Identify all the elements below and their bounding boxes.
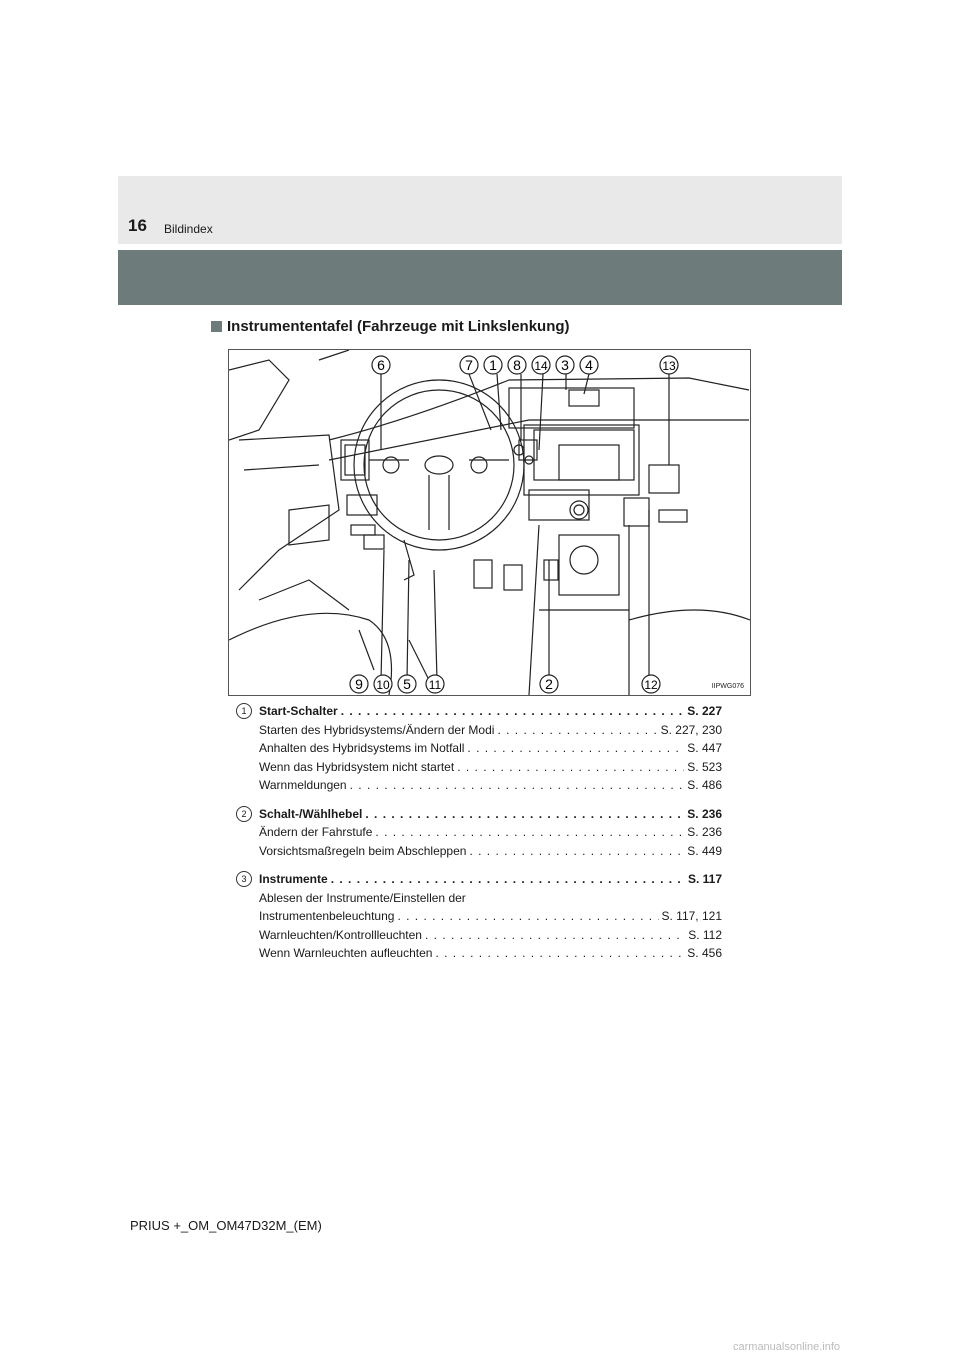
- entry-1-line-2-text: Anhalten des Hybridsystems im Notfall: [259, 741, 465, 755]
- entry-3: [236, 870, 722, 963]
- top-callouts: [372, 356, 678, 374]
- entry-2-line-2-text: Vorsichtsmaßregeln beim Abschleppen: [259, 843, 467, 858]
- entry-1-line-1: [236, 721, 722, 740]
- entry-3-line-2: [236, 926, 722, 945]
- page-number: 16: [128, 216, 147, 235]
- entry-3-line-3-text: Wenn Warnleuchten aufleuchten: [259, 946, 433, 960]
- entry-3-number: 3: [236, 871, 252, 887]
- header-band: [118, 176, 842, 244]
- callout-top-3-label: 3: [561, 357, 569, 373]
- callout-top-7: [460, 356, 478, 374]
- leader-dots: [425, 926, 685, 945]
- callout-top-13: [660, 356, 678, 374]
- callout-bottom-9: [350, 675, 368, 693]
- callout-top-4-label: 4: [585, 357, 593, 373]
- entry-3-line-2-text: Warnleuchten/Kontrollleuchten: [259, 927, 422, 942]
- watermark: carmanualsonline.info: [733, 1341, 841, 1353]
- entry-3-line-1-ref[interactable]: S. 117, 121: [661, 909, 722, 923]
- entry-1: [236, 702, 722, 795]
- entry-3-line-1-text: Instrumentenbeleuchtung: [259, 909, 395, 923]
- callout-top-8: [508, 356, 526, 374]
- square-bullet-icon: [211, 321, 222, 332]
- leader-dots: [341, 702, 685, 721]
- leader-dots: [469, 842, 684, 861]
- footer-manual-code: PRIUS +_OM_OM47D32M_(EM): [130, 1218, 322, 1233]
- entry-2-heading: [236, 805, 722, 824]
- entry-1-heading-text: Start-Schalter: [259, 704, 338, 718]
- dashboard-drawing: [229, 350, 750, 695]
- callout-bottom-11: [426, 675, 444, 693]
- entry-3-line-3: [236, 944, 722, 963]
- callout-top-13-label: 13: [662, 359, 676, 373]
- leader-dots: [497, 721, 657, 740]
- entry-1-line-3-text: Wenn das Hybridsystem nicht startet: [259, 759, 455, 774]
- entry-1-line-4-ref[interactable]: S. 486: [687, 778, 722, 792]
- callout-top-3: [556, 356, 574, 374]
- entry-2-line-2-ref[interactable]: S. 449: [687, 843, 722, 858]
- callout-top-1-label: 1: [489, 357, 497, 373]
- entry-1-line-3: [236, 758, 722, 777]
- callout-bottom-12: [642, 675, 660, 693]
- header-title: Bildindex: [164, 222, 213, 236]
- entry-2: [236, 805, 722, 861]
- callout-bottom-2: [540, 675, 558, 693]
- entry-1-line-2: [236, 739, 722, 758]
- leader-dots: [331, 870, 685, 889]
- entry-1-number: 1: [236, 703, 252, 719]
- leader-dots: [457, 758, 684, 777]
- leader-dots: [397, 907, 658, 926]
- entry-1-line-1-ref[interactable]: S. 227, 230: [660, 722, 722, 737]
- entry-3-pre-line-text: Ablesen der Instrumente/Einstellen der: [259, 890, 466, 905]
- callout-bottom-12-label: 12: [644, 678, 658, 692]
- callout-bottom-5-label: 5: [403, 676, 411, 692]
- callout-top-8-label: 8: [513, 357, 521, 373]
- entry-1-line-1-text: Starten des Hybridsystems/Ändern der Modi: [259, 722, 495, 737]
- entry-3-pre-line: [236, 889, 722, 908]
- callout-top-6: [372, 356, 390, 374]
- dashboard-illustration: [228, 349, 751, 696]
- bottom-callouts: [350, 675, 660, 693]
- callout-bottom-10-label: 10: [376, 678, 390, 692]
- section-title: [211, 318, 570, 335]
- entry-1-heading: [236, 702, 722, 721]
- entry-3-heading-text: Instrumente: [259, 872, 328, 886]
- section-band: [118, 250, 842, 305]
- callout-top-7-label: 7: [465, 357, 473, 373]
- entry-1-heading-ref[interactable]: S. 227: [687, 704, 722, 718]
- entry-2-number: 2: [236, 806, 252, 822]
- leader-dots: [467, 739, 684, 758]
- entry-2-line-1: [236, 823, 722, 842]
- callout-bottom-10: [374, 675, 392, 693]
- entry-3-line-2-ref[interactable]: S. 112: [688, 927, 722, 942]
- figure-code: IIPWG076: [711, 683, 744, 690]
- entry-2-line-2: [236, 842, 722, 861]
- leader-dots: [365, 805, 684, 824]
- callout-top-14: [532, 356, 550, 374]
- callout-top-6-label: 6: [377, 357, 385, 373]
- entry-1-line-3-ref[interactable]: S. 523: [687, 759, 722, 774]
- callout-bottom-5: [398, 675, 416, 693]
- leader-dots: [435, 944, 684, 963]
- entry-2-line-1-text: Ändern der Fahrstufe: [259, 825, 373, 839]
- entry-3-line-3-ref[interactable]: S. 456: [687, 946, 722, 960]
- entry-2-heading-text: Schalt-/Wählhebel: [259, 806, 363, 821]
- entry-3-heading-ref[interactable]: S. 117: [687, 872, 722, 886]
- leader-dots: [375, 823, 684, 842]
- entry-3-line-1: [236, 907, 722, 926]
- callout-bottom-9-label: 9: [355, 676, 363, 692]
- callout-top-14-label: 14: [534, 359, 548, 373]
- entry-2-heading-ref[interactable]: S. 236: [687, 806, 722, 821]
- callout-bottom-2-label: 2: [545, 676, 553, 692]
- section-title-text: Instrumententafel (Fahrzeuge mit Linkslenkung): [227, 318, 570, 335]
- entry-1-line-4: [236, 776, 722, 795]
- callout-top-1: [484, 356, 502, 374]
- leader-dots: [350, 776, 685, 795]
- entry-3-heading: [236, 870, 722, 889]
- entry-2-line-1-ref[interactable]: S. 236: [687, 825, 722, 839]
- callout-top-4: [580, 356, 598, 374]
- entry-1-line-4-text: Warnmeldungen: [259, 778, 347, 792]
- entry-1-line-2-ref[interactable]: S. 447: [687, 741, 722, 755]
- callout-bottom-11-label: 11: [428, 678, 442, 692]
- entry-list: [236, 702, 722, 973]
